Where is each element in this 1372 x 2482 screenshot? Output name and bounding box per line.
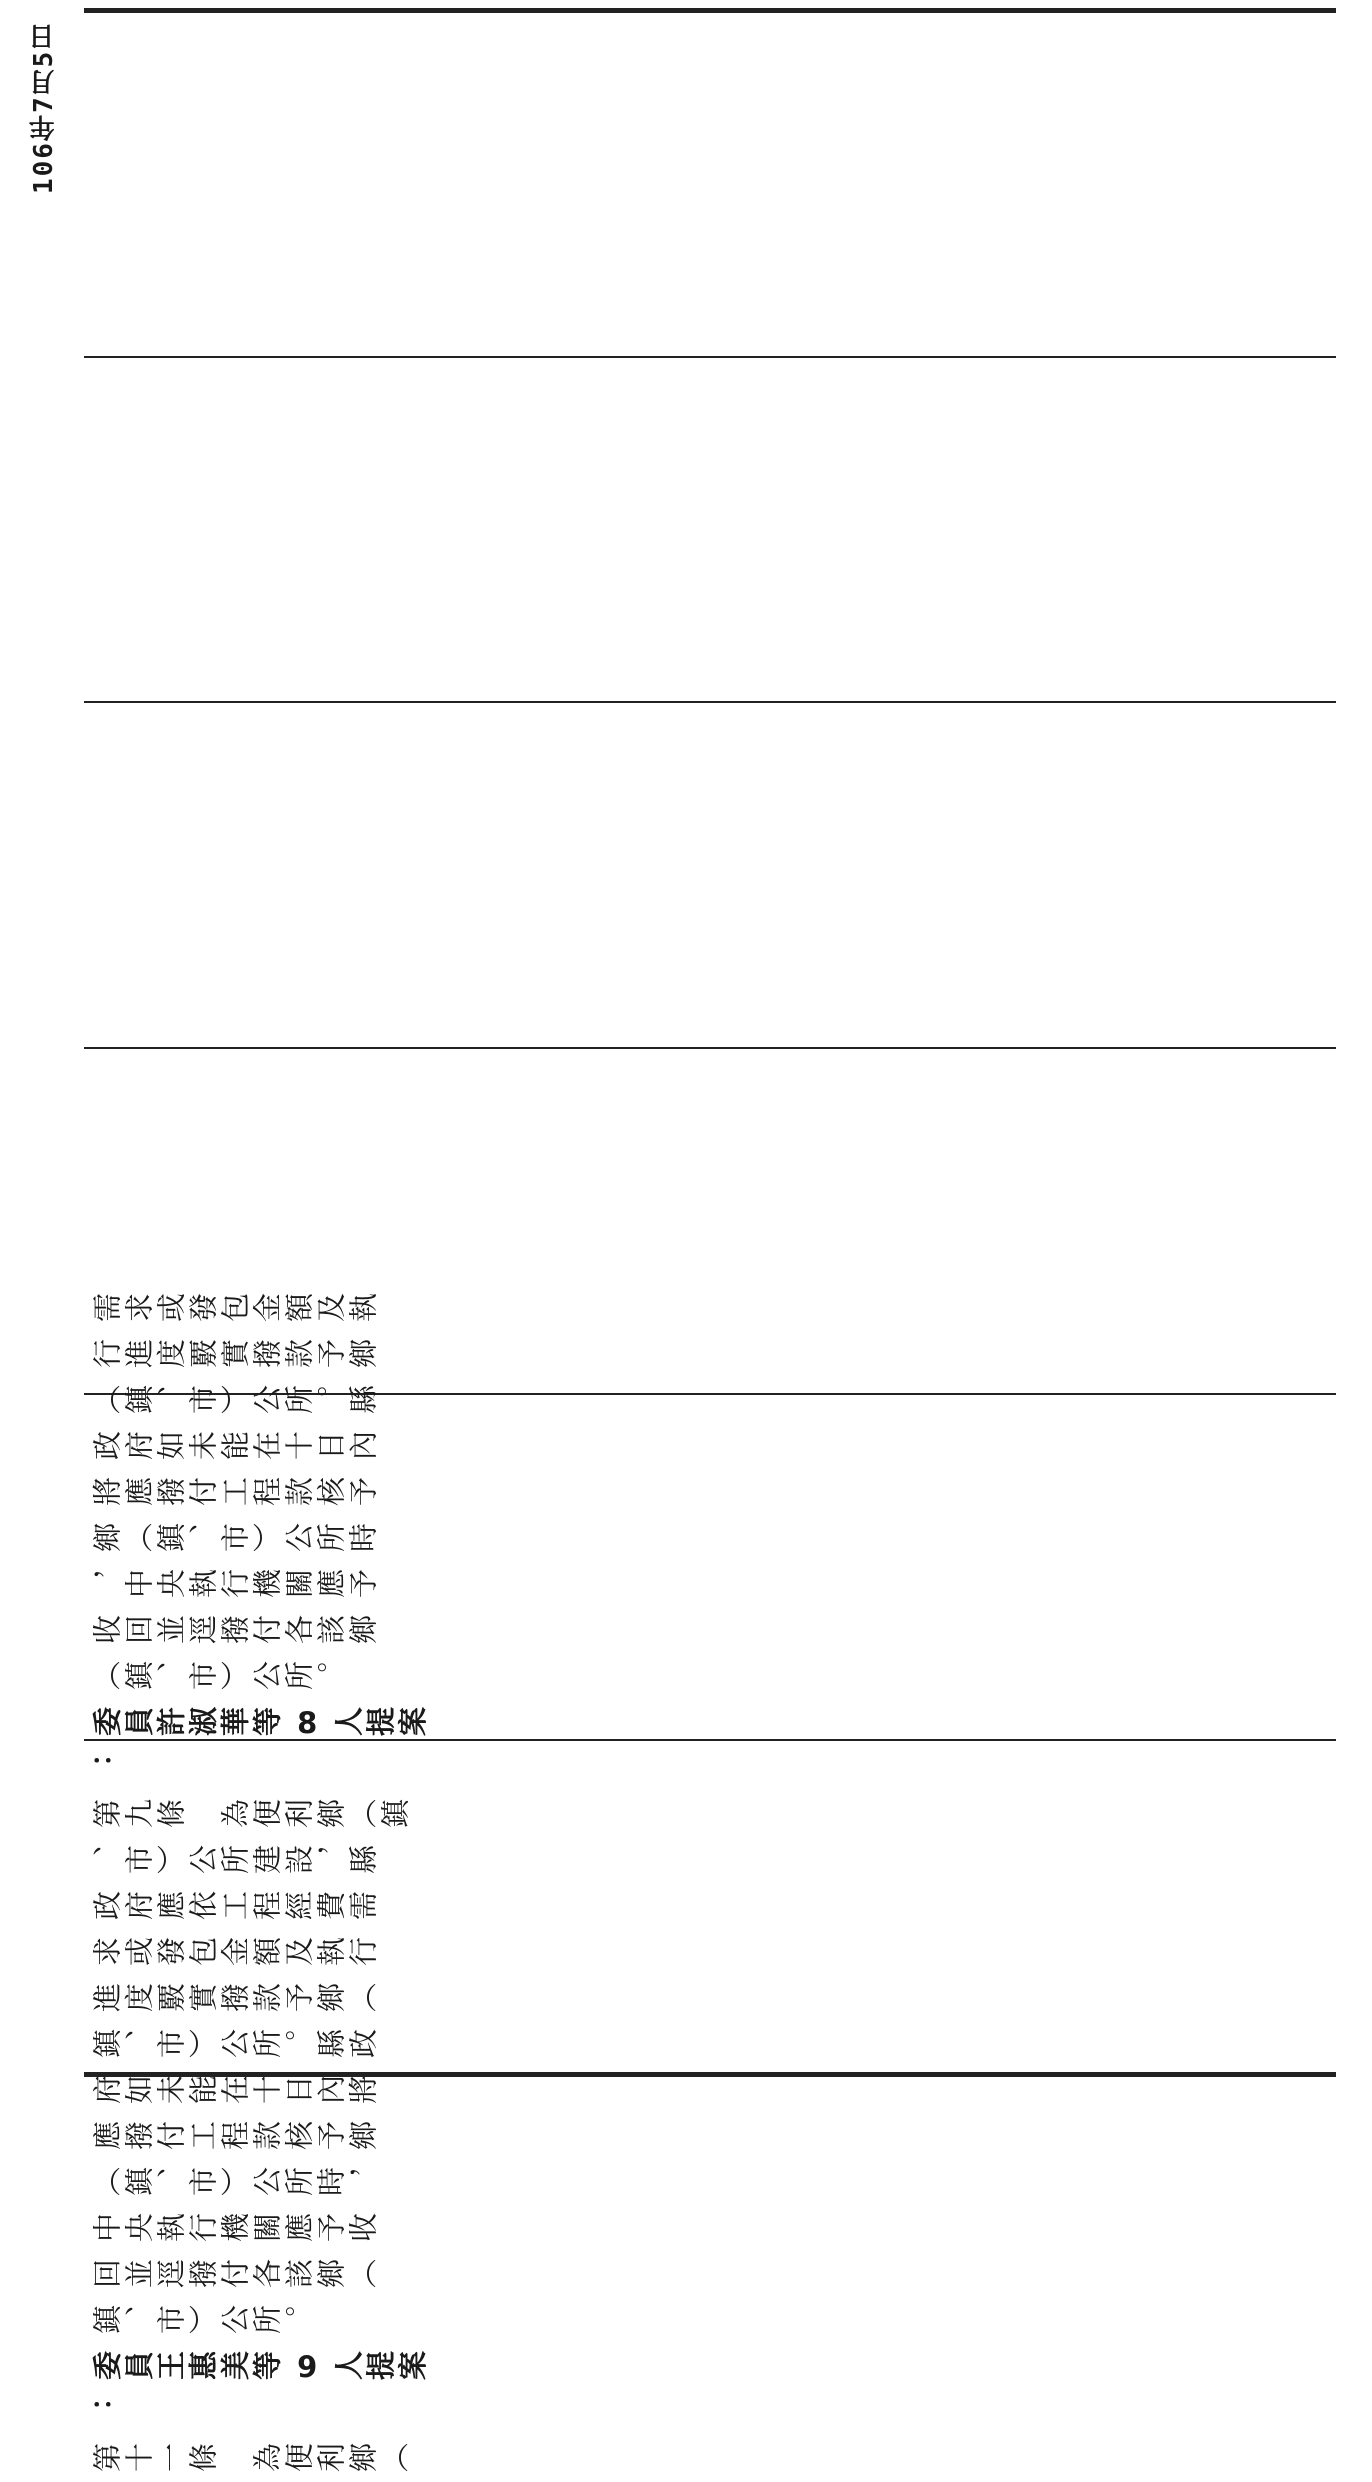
text-column: 、市）公所建設，縣 (92, 1844, 380, 1878)
text-column: 政府應依工程經費需 (92, 1890, 380, 1924)
text-column: 將應撥付工程款核予 (92, 1476, 380, 1510)
text-column: 府如未能在十日內將 (92, 2074, 380, 2108)
proposal-heading: 委員許淑華等 8 人提案 (92, 1706, 430, 1740)
divider-rule (84, 701, 1336, 703)
text-column: 進度覈實撥款予鄉（ (92, 1982, 380, 2016)
top-border-rule (84, 8, 1336, 13)
page-date-header: 106年7月5日 (29, 22, 59, 195)
vertical-text-columns (92, 1286, 1332, 2476)
text-column: 需求或發包金額及執 (92, 1292, 380, 1326)
heading-colon: ： (92, 1752, 124, 1786)
text-column: （鎮、市）公所。 (92, 1660, 348, 1694)
text-column: 中央執行機關應予收 (92, 2212, 380, 2246)
text-column: 求或發包金額及執行 (92, 1936, 380, 1970)
text-column: 鎮、市）公所。 (92, 2304, 316, 2338)
proposal-heading: 委員王惠美等 9 人提案 (92, 2350, 430, 2384)
text-column: ，中央執行機關應予 (92, 1568, 380, 1602)
text-column: （鎮、市）公所。縣 (92, 1384, 380, 1418)
text-column: 回並逕撥付各該鄉（ (92, 2258, 380, 2292)
text-column: 鎮、市）公所。縣政 (92, 2028, 380, 2062)
divider-rule (84, 1047, 1336, 1049)
divider-rule (84, 356, 1336, 358)
heading-colon: ： (92, 2396, 124, 2430)
text-column: 行進度覈實撥款予鄉 (92, 1338, 380, 1372)
text-band (92, 368, 1332, 2476)
text-column: 鄉（鎮、市）公所時 (92, 1522, 380, 1556)
text-column: 政府如未能在十日內 (92, 1430, 380, 1464)
text-column: 收回並逕撥付各該鄉 (92, 1614, 380, 1648)
text-column: 第九條 為便利鄉（鎮 (92, 1798, 412, 1832)
text-column: 第十一條 為便利鄉（ (92, 2442, 412, 2476)
text-column: （鎮、市）公所時， (92, 2166, 380, 2200)
text-column: 應撥付工程款核予鄉 (92, 2120, 380, 2154)
